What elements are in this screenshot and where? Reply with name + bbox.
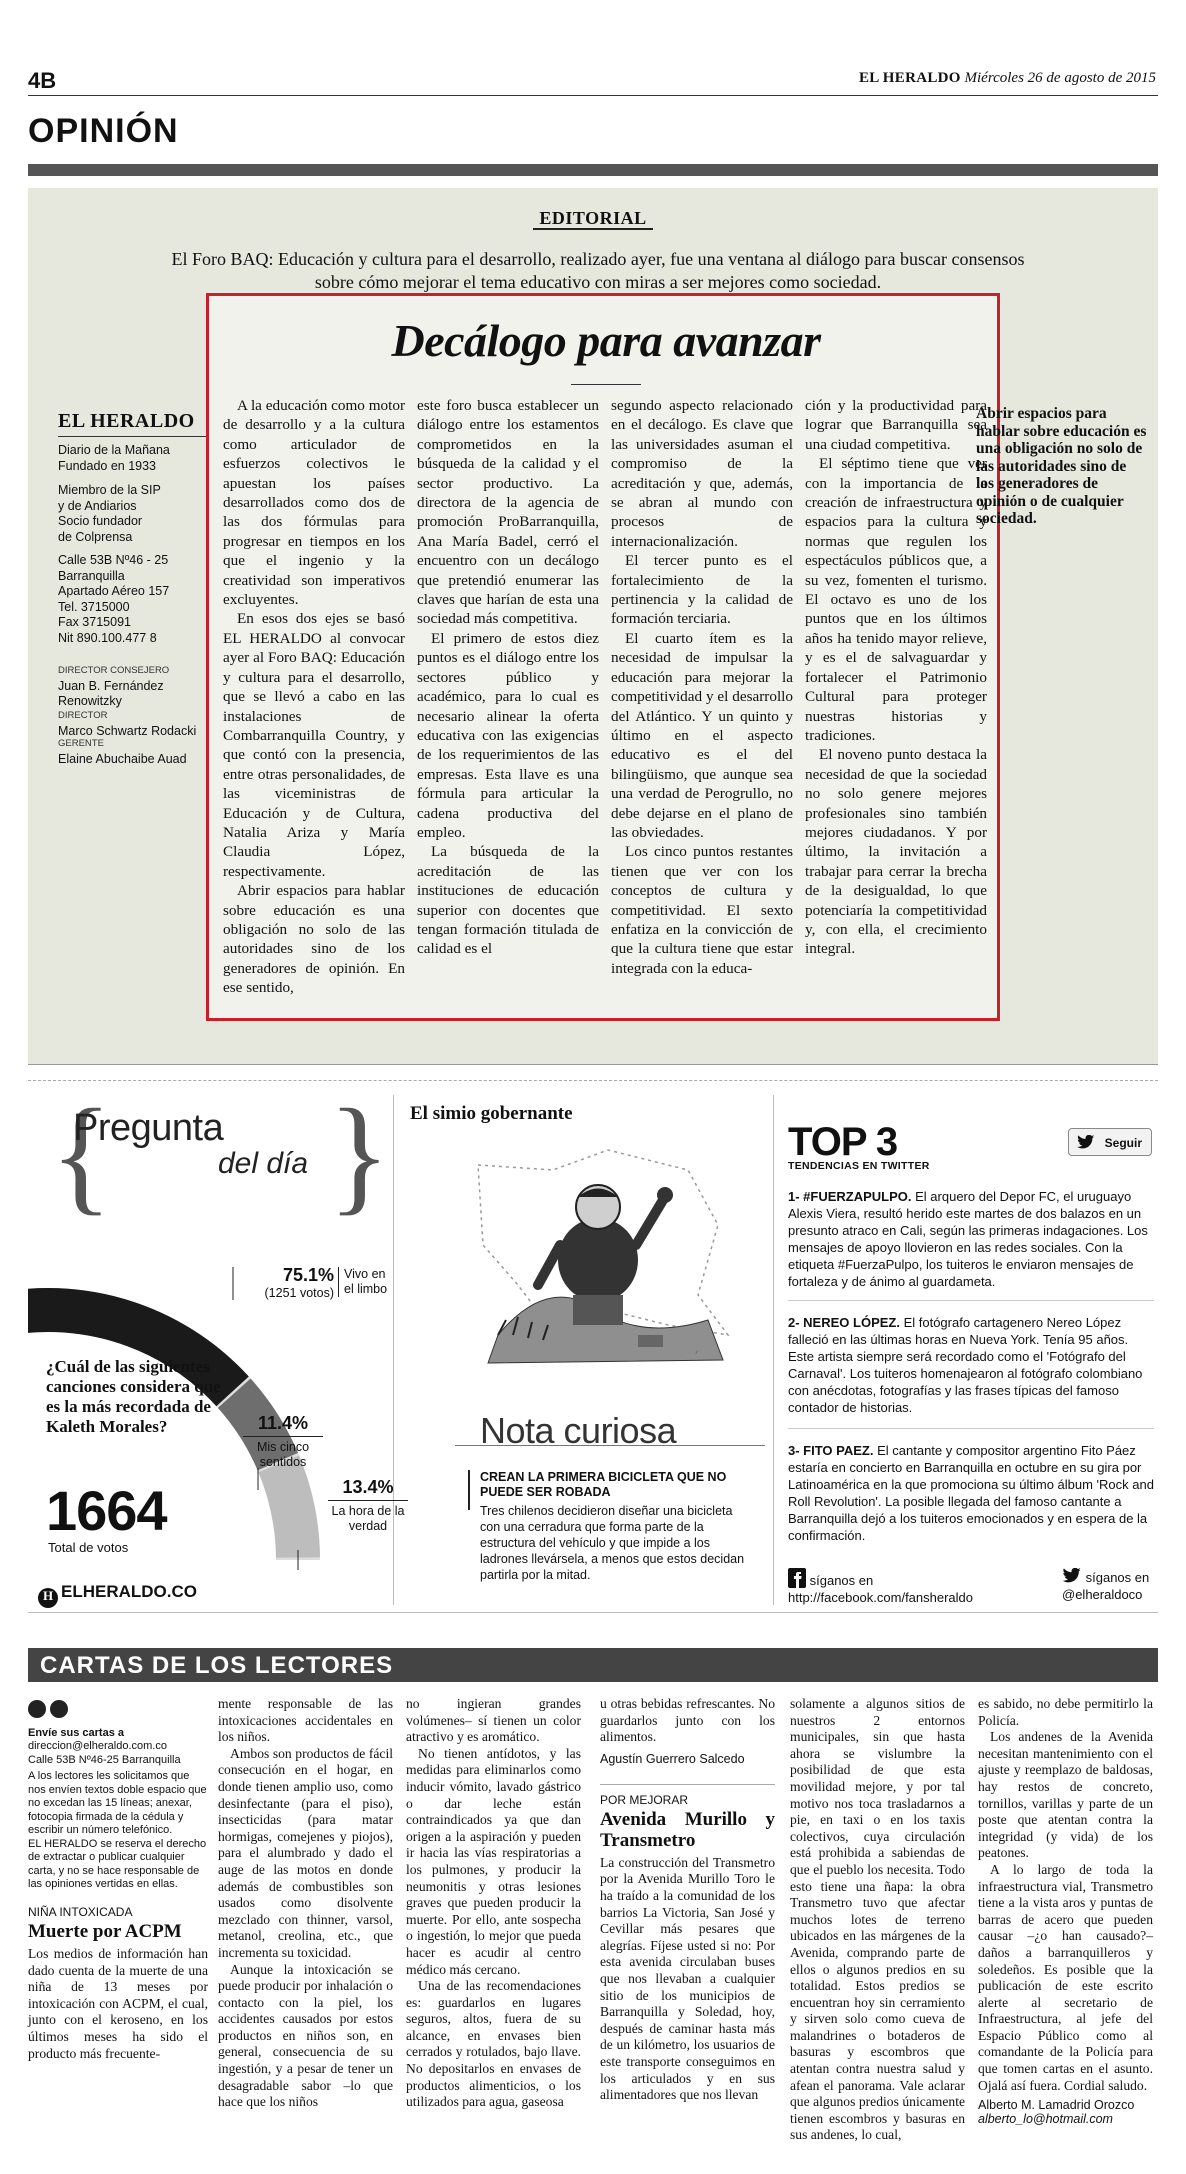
- poll-option-1-label: Vivo en el limbo: [338, 1267, 398, 1297]
- letter-1-column-3: no ingieran grandes volúmenes– sí tienen un color atractivo y es aromático. No tienen antídotos, y las medidas para eliminarlos como inducir vómito, lavado gástrico o dar leche están contraindicados ya que dan origen a la aspiración y pueden ir hacia las vías respiratorias a los pulmones, y producir la neumonitis y otras lesiones graves que pueden producir la muerte. Por ello, ante sospecha o ingestión, lo mejor que pueda hacer es acudir al centro médico más cercano. Una de las recomendaciones es: guardarlos en lugares seguros, altos, fuera de su alcance, en envases bien cerrados y rotulados, bajo llave. No depositarlos en envases de productos alimenticios, o los utilizados para agua, gaseosa: [406, 1696, 581, 2110]
- top3-title: TOP 3: [788, 1120, 898, 1164]
- nota-headline: CREAN LA PRIMERA BICICLETA QUE NO PUEDE SER ROBADA: [480, 1470, 727, 1499]
- elheraldo-site-link[interactable]: H ELHERALDO.CO: [38, 1582, 197, 1608]
- editorial-article-box: [206, 293, 1000, 1021]
- follow-button[interactable]: Seguir: [1068, 1128, 1152, 1156]
- masthead: [859, 70, 1156, 87]
- editorial-title: Decálogo para avanzar: [391, 315, 821, 366]
- poll-panel: [28, 1083, 405, 1605]
- contact-icons: [28, 1700, 208, 1723]
- sidebar-role-gerente: GERENTE Elaine Abuchaibe Auad: [58, 738, 187, 766]
- facebook-icon: [788, 1568, 806, 1588]
- poll-title: Pregunta: [73, 1107, 224, 1149]
- letter-2-column-3: es sabido, no debe permitirlo la Policía. Los andenes de la Avenida necesitan mantenimiento con el ajuste y reemplazo de baldosas, hay restos de concreto, tornillos, varillas y parte de un poste que atentan contra la integridad (y vida) de los peatones. A lo largo de toda la infraestructura vial, Transmetro tiene a la vista aros y puntas de barras de acero que pueden causar –¿o han causado?– daños a barranquilleros y soledeños. Es posible que la publicación de este escrito alerte al secretario de Infraestructura, al jefe del Espacio Público como al comandante de la Policía para que tomen cartas en el asunto. Ojalá así fuera. Cordial saludo. Alberto M. Lamadrid Orozco alberto_lo@hotmail.com: [978, 1696, 1153, 2127]
- mail-icon: [50, 1700, 68, 1718]
- nota-accent-bar: [468, 1470, 470, 1510]
- nota-body: Tres chilenos decidieron diseñar una bicicleta con una cerradura que forma parte de la estructura del vehículo y que impide a los ladrones llevársela, a menos que estos decidan partirla por la mitad.: [480, 1504, 745, 1582]
- letter-2-column-2: solamente a algunos sitios de nuestros 2 entornos municipales, sin que hasta ahora se vislumbre la posibilidad de que esta movilidad mejore, y por tal motivo nos toca trasladarnos a pie, en taxi o en los taxis colectivos, cuya circulación está prohibida a sabiendas de que el pueblo los necesita. Todo esto tiene una ñapa: la obra Transmetro tuvo que afectar muchos lotes de terreno ubicados en las márgenes de la Avenida, comprando parte de ellos o algunos predios en su totalidad. Estos predios se encuentran hoy sin cerramiento y sirven solo como cueva de malandrines o botaderos de basuras y escombros que atentan contra nuestra salud y afean el panorama. Vale aclarar que algunos predios únicamente tienen escombros y basuras en sus andenes, lo cual,: [790, 1696, 965, 2143]
- poll-total-label: Total de votos: [48, 1540, 129, 1555]
- heraldo-logo-icon: H: [38, 1588, 58, 1608]
- article-column-4: ción y la productividad para lograr que Barranquilla sea una ciudad competitiva. El séptimo tiene que ver con la importancia de la creación de infraestructura y espacios para la cultura y normas que regulen los espectáculos públicos que, a su vez, fomenten el turismo. El octavo es uno de los puntos que en los últimos años ha tenido mayor relieve, y es el de salvaguardar y fortalecer el Patrimonio Cultural para proteger nuestras historias y tradiciones. El noveno punto destaca la necesidad de que la sociedad no solo genere mejores profesionales sino también mejores ciudadanos. Y por último, la invitación a trabajar para cerrar la brecha de la desigualdad, lo que potenciaría la competitividad y, con ella, el crecimiento integral.: [805, 397, 987, 958]
- trend-divider: [788, 1300, 1154, 1301]
- issue-date: Miércoles 26 de agosto de 2015: [964, 70, 1156, 86]
- sidebar-role-director-consejero: DIRECTOR CONSEJERO Juan B. Fernández Renowitzky: [58, 665, 170, 708]
- poll-question: ¿Cuál de las siguientes canciones considera que es la más recordada de Kaleth Morales?: [46, 1357, 221, 1436]
- sidebar-rule: [58, 436, 218, 437]
- poll-option-2: 11.4% Mis cinco sentidos: [243, 1413, 323, 1470]
- sidebar-paper-name: EL HERALDO: [58, 410, 195, 432]
- right-brace-icon: }: [328, 1083, 391, 1227]
- article-column-1: A la educación como motor de desarrollo y a la cultura como articulador de esfuerzos colectivos le apuestan los países desarrollados como dos de las dos fórmulas para progresar en tiempos en los que el ingenio y la creatividad son imperativos excluyentes. En esos dos ejes se basó EL HERALDO al convocar ayer al Foro BAQ: Educación y cultura para el desarrollo, que se llevó a cabo en las instalaciones de Combarranquilla Country, y que contó con la presencia, entre otras personalidades, de las viceministras de Educación y de Cultura, Natalia Ariza y María Claudia López, respectivamente. Abrir espacios para hablar sobre educación es una obligación no solo de las autoridades sino de los generadores de opinión. En ese sentido,: [223, 397, 405, 997]
- sidebar-info-founding: Diario de la Mañana Fundado en 1933: [58, 443, 170, 473]
- left-brace-icon: {: [50, 1083, 113, 1227]
- poll-option-3: 13.4% La hora de la verdad: [328, 1477, 408, 1534]
- submission-info: Envíe sus cartas a direccion@elheraldo.com.co Calle 53B Nº46-25 Barranquilla A los lectores les solicitamos que nos envíen textos doble espacio que no excedan las 15 líneas; anexar, fotocopia firmada de la cédula y escribir un número telefónico. EL HERALDO se reserva el derecho de extractar o publicar cualquier carta, y no se hace responsable de las opiniones vertidas en ellas.: [28, 1700, 208, 1892]
- letter-1-end-letter-2-start: u otras bebidas refrescantes. No guardarlos junto con los alimentos. Agustín Guerrero Salcedo POR MEJORAR Avenida Murillo y Transmetro La construcción del Transmetro por la Avenida Murillo Toro le ha traído a la comunidad de los barrios La Victoria, San José y Cevillar más pesares que alegrías. Fíjese usted si no: Por esta avenida circulaban buses que nos llevaban a cualquier sitio de los municipios de Barranquilla y Soledad, hoy, después de caminar hasta más de un kilómetro, los usuarios de este transporte conseguimos en los articulados y en sus alimentadores que nos llevan: [600, 1696, 775, 2103]
- nota-curiosa-title: Nota curiosa: [480, 1410, 677, 1451]
- page-number: 4B: [28, 68, 57, 93]
- section-divider: [28, 1612, 1158, 1613]
- pull-quote: Abrir espacios para hablar sobre educación es una obligación no solo de las autoridades sino de los generadores de opinión o de cualquier sociedad.: [976, 405, 1147, 527]
- svg-text:~: ~: [693, 1349, 702, 1356]
- letters-section-title: CARTAS DE LOS LECTORES: [40, 1652, 394, 1679]
- section-title: OPINIÓN: [28, 112, 179, 150]
- editorial-subtitle: El Foro BAQ: Educación y cultura para el desarrollo, realizado ayer, fue una ventana al diálogo para buscar consensos sobre cómo mejorar el tema educativo con miras a ser mejores como sociedad.: [171, 249, 1025, 292]
- trend-item-1: 1- #FUERZAPULPO. El arquero del Depor FC, el uruguayo Alexis Viera, resultó herido este martes de dos balazos en un presunto atraco en Cali, según las primeras indagaciones. Los mensajes de apoyo llovieron en las redes sociales. Con la etiqueta #FuerzaPulpo, los tuiteros le enviaron mensajes de fortaleza y de ánimo al guardameta.: [788, 1189, 1148, 1289]
- facebook-link[interactable]: síganos en http://facebook.com/fansheraldo: [788, 1568, 973, 1606]
- header-rule: [28, 95, 1158, 96]
- sidebar-info-address: Calle 53B Nº46 - 25 Barranquilla Apartado Aéreo 157 Tel. 3715000 Fax 3715091 Nit 890.100.477 8: [58, 553, 170, 645]
- twitter-bird-icon: [1077, 1135, 1095, 1150]
- poll-total-votes: 1664: [46, 1479, 167, 1542]
- letter-1-start: NIÑA INTOXICADA Muerte por ACPM Los medios de información han dado cuenta de la muerte de una niña de 13 meses por intoxicación con ACPM, el cual, junto con el keroseno, en los últimos meses ha sido el producto más frecuente-: [28, 1905, 208, 2061]
- column-divider: [773, 1095, 774, 1605]
- paper-name: EL HERALDO: [858, 70, 961, 86]
- editorial-label: EDITORIAL: [28, 208, 1158, 229]
- article-column-2: este foro busca establecer un diálogo entre los estamentos comprometidos en la búsqueda de la calidad y el sector productivo. La directora de la agencia de promoción ProBarranquilla, Ana María Badel, cerró el encuentro con un decálogo que pretendió enumerar las claves que harían de esta una sociedad más competitiva. El primero de estos diez puntos es el diálogo entre los sectores público y académico, para lo cual es necesario alinear la oferta educativa con las exigencias de los requerimientos de las empresas. Esta llave es una fórmula para articular la cadena productiva del empleo. La búsqueda de la acreditación de las instituciones de educación superior con docentes que tengan formación titulada de calidad es el: [417, 397, 599, 958]
- trend-divider: [788, 1428, 1154, 1429]
- top3-subtitle: TENDENCIAS EN TWITTER: [788, 1160, 930, 1172]
- email-icon: [28, 1700, 46, 1718]
- poll-title-sub: del día: [218, 1147, 309, 1180]
- letter-1-column-2: mente responsable de las intoxicaciones accidentales en los niños. Ambos son productos de fácil consecución en el hogar, en donde tienen amplio uso, como desinfectante (para el piso), insecticidas (para matar hormigas, comejenes y piojos), para el alumbrado y dado el auge de las motos en donde además de combustibles son usados como disolvente mezclado con thinner, varsol, metanol, creolina, etc., que incrementa su toxicidad. Aunque la intoxicación se puede producir por inhalación o contacto con la piel, los accidentes causados por estos productos en niños son, en general, consecuencia de su ingestión, y a pesar de tener un desagradable sabor –lo que hace que los niños: [218, 1696, 393, 2110]
- trend-item-3: 3- FITO PAEZ. El cantante y compositor argentino Fito Páez estaría en concierto en Barranquilla en octubre en su gira por Latinoamérica en la que promociona su último álbum 'Rock and Roll Revolution'. La posible llegada del famoso cantante a Barranquilla dejó a los tuiteros emocionados y en espera de la confirmación.: [788, 1443, 1154, 1543]
- cartoon-illustration: [458, 1135, 748, 1375]
- title-rule: [571, 384, 641, 385]
- section-divider: [28, 1080, 1158, 1081]
- article-column-3: segundo aspecto relacionado en el decálogo. Es clave que las universidades asuman el compromiso de la acreditación y que, además, se abran al mundo con procesos de internacionalización. El tercer punto es el fortalecimiento de la pertinencia y la calidad de formación terciaria. El cuarto ítem es la necesidad de impulsar la educación para mejorar la competitividad y el desarrollo del Atlántico. Y un quinto y último en el aspecto educativo es el del bilingüismo, que aunque sea una verdad de Perogrullo, no debe dejarse en el plano de las obviedades. Los cinco puntos restantes tienen que ver con los conceptos de cultura y competitividad. El sexto enfatiza en la convicción de que la cultura tiene que estar integrada con la educa-: [611, 397, 793, 977]
- gauge-segment-la-hora-de-la-verdad: [279, 1464, 298, 1558]
- section-bar: [28, 164, 1158, 176]
- cartoon-title: El simio gobernante: [410, 1103, 573, 1124]
- sidebar-info-membership: Miembro de la SIP y de Andiarios Socio fundador de Colprensa: [58, 483, 161, 544]
- twitter-link[interactable]: síganos en @elheraldoco: [1062, 1568, 1149, 1603]
- nota-rule: [455, 1445, 765, 1446]
- sidebar-role-director: DIRECTOR Marco Schwartz Rodacki: [58, 710, 197, 738]
- editorial-panel: [28, 188, 1158, 1065]
- trend-item-2: 2- NEREO LÓPEZ. El fotógrafo cartagenero Nereo López falleció en las últimas horas en Nueva York. Tenía 95 años. Este artista siempre será recordado como el 'Fotógrafo del Carnaval'. Los tuiteros homenajearon al fotógrafo colombiano con anécdotas, fotografías y las frases típicas del famoso contador de historias.: [788, 1315, 1143, 1415]
- twitter-icon: [1062, 1568, 1082, 1584]
- poll-option-1-value: 75.1% (1251 votos): [264, 1265, 334, 1300]
